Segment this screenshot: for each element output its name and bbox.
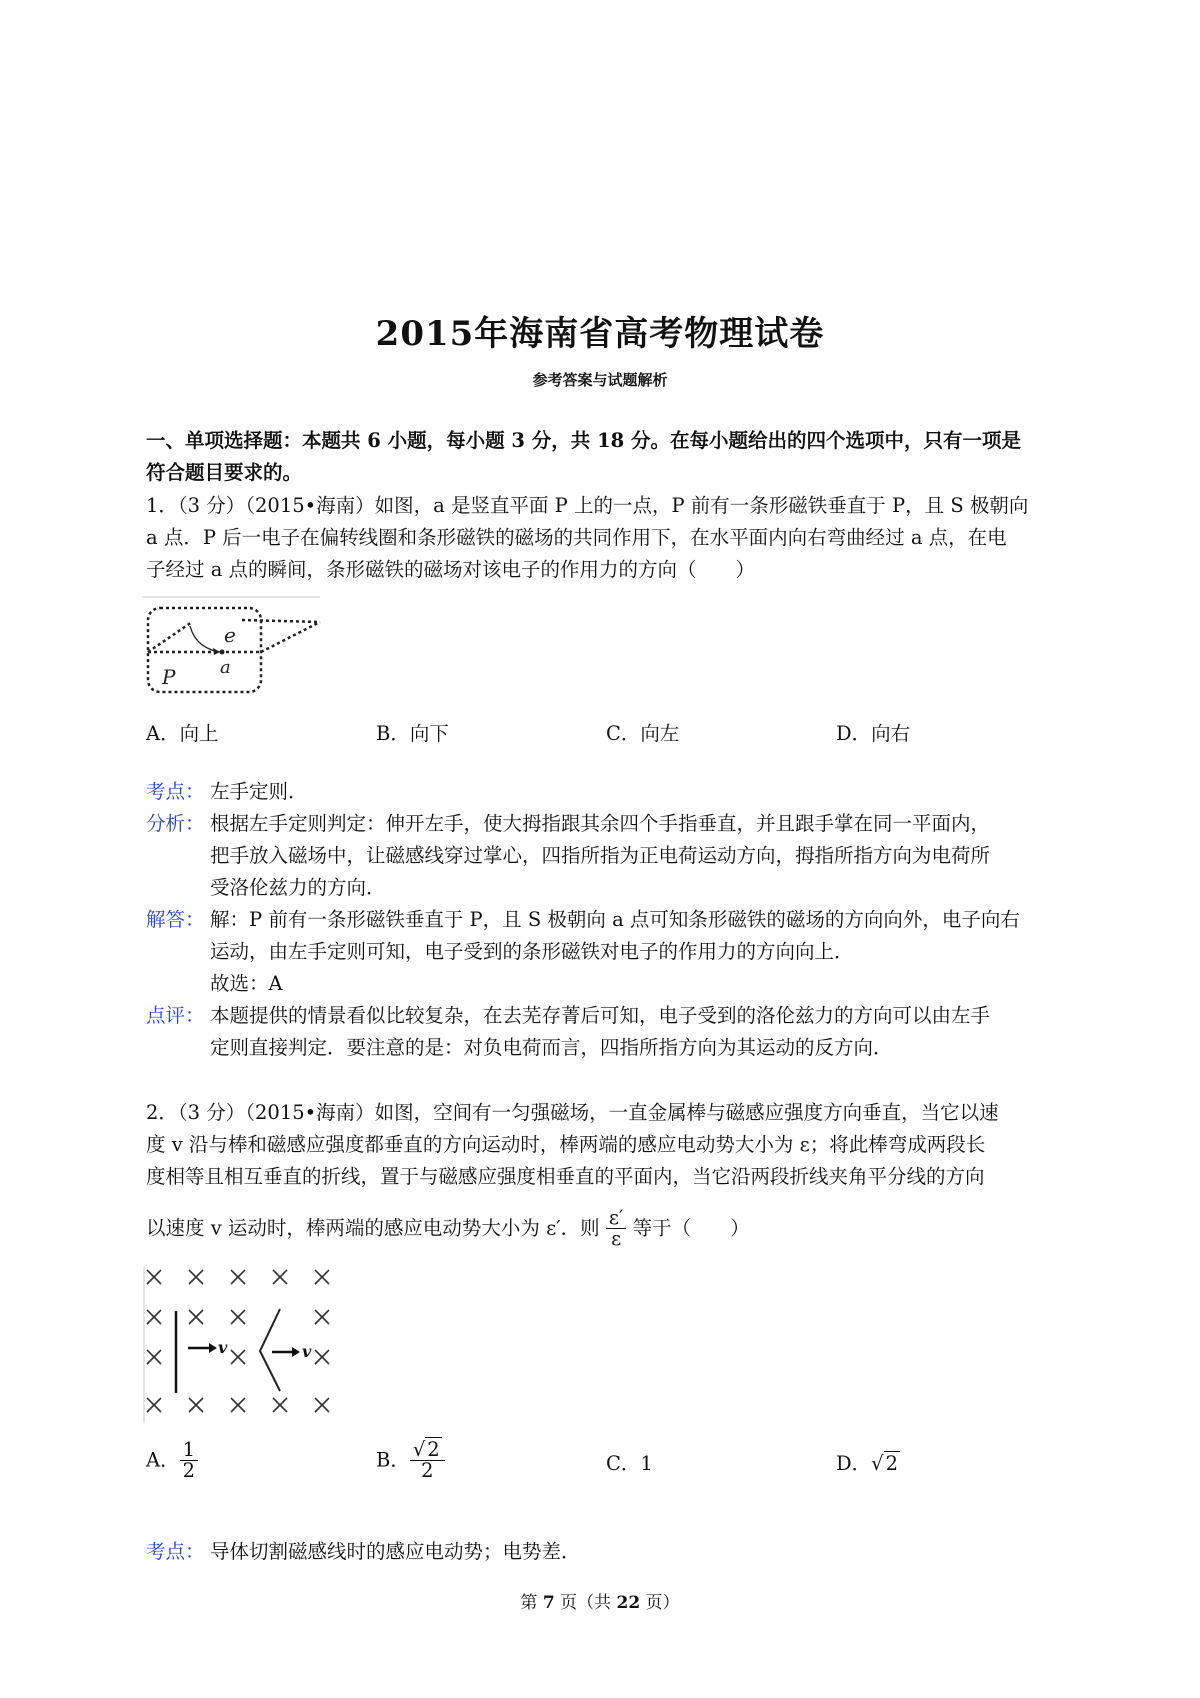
q2-text-line1: 2．（3 分）（2015•海南）如图，空间有一匀强磁场，一直金属棒与磁感应强度方向垂直，当它以速 [146, 1101, 999, 1124]
q1-fenxi-label: 分析： [146, 812, 205, 835]
field-cross-mark [147, 1270, 161, 1284]
q2-option-d [836, 1448, 900, 1476]
q1-figure-label-p: P [162, 665, 176, 689]
q2-figure [142, 1265, 352, 1425]
q2-ratio-fraction [606, 1208, 627, 1250]
field-cross-mark [315, 1398, 329, 1412]
footer-prefix: 第 [520, 1593, 543, 1613]
section-heading-line2: 符合题目要求的。 [146, 461, 303, 484]
q2-option-b-numerator: √ 2 [410, 1440, 445, 1461]
footer-page-number: 7 [542, 1593, 555, 1613]
q2-ratio-denominator: ε [611, 1227, 622, 1251]
q2-option-c-label: C． [606, 1452, 641, 1475]
q2-ratio-numerator: ε′ [606, 1208, 627, 1229]
q1-dianping-line2: 定则直接判定．要注意的是：对负电荷而言，四指所指方向为其运动的反方向． [210, 1036, 893, 1059]
q2-option-c-value: 1 [640, 1452, 653, 1475]
q1-text-line1: 1．（3 分）（2015•海南）如图，a 是竖直平面 P 上的一点，P 前有一条形磁铁垂直于 P，且 S 极朝向 [146, 494, 1029, 517]
q1-text-line3: 子经过 a 点的瞬间，条形磁铁的磁场对该电子的作用力的方向（ ） [146, 558, 756, 581]
field-cross-mark [231, 1350, 245, 1364]
q1-jieda-line2: 运动，由左手定则可知，电子受到的条形磁铁对电子的作用力的方向向上． [210, 940, 854, 963]
q2-option-a-label: A． [146, 1448, 180, 1472]
q2-option-b [376, 1440, 445, 1482]
q2-kaodian-label: 考点： [146, 1540, 205, 1563]
q2-option-a-denominator: 2 [182, 1459, 196, 1483]
q2-option-a-fraction [180, 1440, 198, 1482]
q1-fenxi-line3: 受洛伦兹力的方向． [210, 876, 386, 899]
q1-option-d: D．向右 [836, 722, 911, 745]
q2-option-a-numerator: 1 [180, 1440, 198, 1461]
section-heading-line1: 一、单项选择题：本题共 6 小题，每小题 3 分，共 18 分。在每小题给出的四个选项中，只有一项是 [146, 429, 1022, 452]
q2-text-line4-after: 等于（ ） [632, 1216, 750, 1240]
q2-option-d-label: D． [836, 1452, 872, 1475]
field-cross-mark [273, 1270, 287, 1284]
field-cross-mark [273, 1398, 287, 1412]
field-cross-mark [231, 1398, 245, 1412]
q1-option-a: A．向上 [146, 722, 219, 745]
q1-fenxi-line2: 把手放入磁场中，让磁感线穿过掌心，四指所指为正电荷运动方向，拇指所指方向为电荷所 [210, 844, 991, 867]
field-cross-mark [315, 1310, 329, 1324]
page-title: 2015年海南省高考物理试卷 [375, 314, 825, 354]
q2-option-c [606, 1448, 653, 1476]
q1-figure-svg [142, 596, 322, 696]
field-cross-mark [147, 1310, 161, 1324]
q1-fenxi-line1: 根据左手定则判定：伸开左手，使大拇指跟其余四个手指垂直，并且跟手掌在同一平面内， [210, 812, 991, 835]
q2-figure-svg [142, 1265, 352, 1425]
field-cross-mark [189, 1270, 203, 1284]
q1-text-line2: a 点．P 后一电子在偏转线圈和条形磁铁的磁场的共同作用下，在水平面内向右弯曲经过 a 点，在电 [146, 526, 1007, 549]
q2-text-line3: 度相等且相互垂直的折线，置于与磁感应强度相垂直的平面内，当它沿两段折线夹角平分线的方向 [146, 1165, 985, 1188]
q2-text-line4-before: 以速度 v 运动时，棒两端的感应电动势大小为 ε′．则 [146, 1216, 600, 1240]
q2-option-b-radicand: 2 [427, 1438, 440, 1461]
field-cross-mark [231, 1270, 245, 1284]
field-cross-mark [189, 1398, 203, 1412]
q2-text-line2: 度 v 沿与棒和磁感应强度都垂直的方向运动时，棒两端的感应电动势大小为 ε；将此棒弯成两段长 [146, 1133, 986, 1156]
q2-option-b-fraction [410, 1440, 445, 1482]
footer-suffix: 页） [640, 1593, 680, 1613]
q1-kaodian-text: 左手定则． [210, 780, 308, 803]
field-cross-mark [315, 1270, 329, 1284]
q1-option-b: B．向下 [376, 722, 449, 745]
page-subtitle: 参考答案与试题解析 [532, 371, 668, 389]
q1-option-c: C．向左 [606, 722, 680, 745]
field-cross-mark [189, 1310, 203, 1324]
q1-kaodian-label: 考点： [146, 780, 205, 803]
q2-kaodian-text: 导体切割磁感线时的感应电动势；电势差． [210, 1540, 581, 1563]
q2-text-line4 [146, 1208, 750, 1250]
field-cross-mark [315, 1350, 329, 1364]
q1-jieda-answer: 故选：A [210, 972, 283, 995]
q1-dianping-label: 点评： [146, 1004, 205, 1027]
q2-option-b-label: B． [376, 1448, 410, 1472]
q2-option-b-denominator: 2 [421, 1459, 434, 1483]
q2-option-d-radicand: 2 [885, 1452, 898, 1475]
footer-total-pages: 22 [616, 1593, 641, 1613]
page-footer [0, 1588, 1200, 1613]
q1-dianping-line1: 本题提供的情景看似比较复杂，在去芜存菁后可知，电子受到的洛伦兹力的方向可以由左手 [210, 1004, 991, 1027]
q1-jieda-label: 解答： [146, 908, 205, 931]
q1-figure-label-a: a [220, 657, 231, 678]
q1-jieda-line1: 解：P 前有一条形磁铁垂直于 P，且 S 极朝向 a 点可知条形磁铁的磁场的方向向外，电子向右 [210, 908, 1020, 931]
q1-figure [142, 596, 322, 696]
field-cross-mark [147, 1350, 161, 1364]
field-cross-mark [231, 1310, 245, 1324]
field-cross-mark [147, 1398, 161, 1412]
q2-figure-v1-label: v [218, 1338, 228, 1357]
q2-option-d-sqrt: √ 2 [871, 1452, 898, 1475]
q2-option-a [146, 1440, 198, 1482]
q1-figure-label-e: e [224, 623, 236, 647]
footer-middle: 页（共 [554, 1593, 617, 1613]
q2-figure-v2-label: v [302, 1342, 312, 1361]
